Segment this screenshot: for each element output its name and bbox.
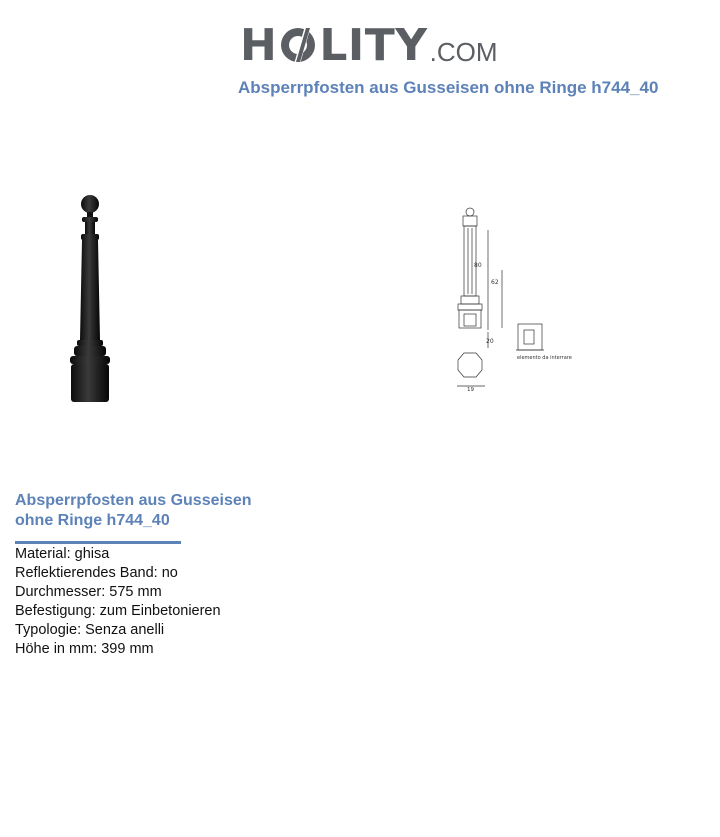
- spec-row-height: Höhe in mm: 399 mm: [15, 641, 154, 657]
- spec-row-diameter: Durchmesser: 575 mm: [15, 584, 162, 600]
- title-divider: [15, 541, 181, 544]
- holity-logo[interactable]: H LITY .COM: [240, 20, 498, 71]
- dim-label: 80: [474, 262, 482, 269]
- dim-label: 19: [467, 387, 474, 393]
- bollard-photo: [60, 190, 120, 405]
- page-title: Absperrpfosten aus Gusseisen ohne Ringe h744_40: [238, 78, 659, 97]
- spec-row-material: Material: ghisa: [15, 546, 110, 562]
- spec-row-reflective-band: Reflektierendes Band: no: [15, 565, 178, 581]
- technical-drawing: [448, 200, 588, 396]
- dim-label: 62: [491, 279, 499, 286]
- spec-row-mounting: Befestigung: zum Einbetonieren: [15, 603, 221, 619]
- dim-label: 20: [486, 338, 494, 345]
- spec-list: [15, 545, 221, 659]
- spec-row-typology: Typologie: Senza anelli: [15, 622, 165, 638]
- drawing-note: elemento da interrare: [517, 355, 572, 361]
- product-title: Absperrpfosten aus Gusseisen ohne Ringe h744_40: [15, 492, 252, 529]
- pin-icon: [278, 24, 318, 68]
